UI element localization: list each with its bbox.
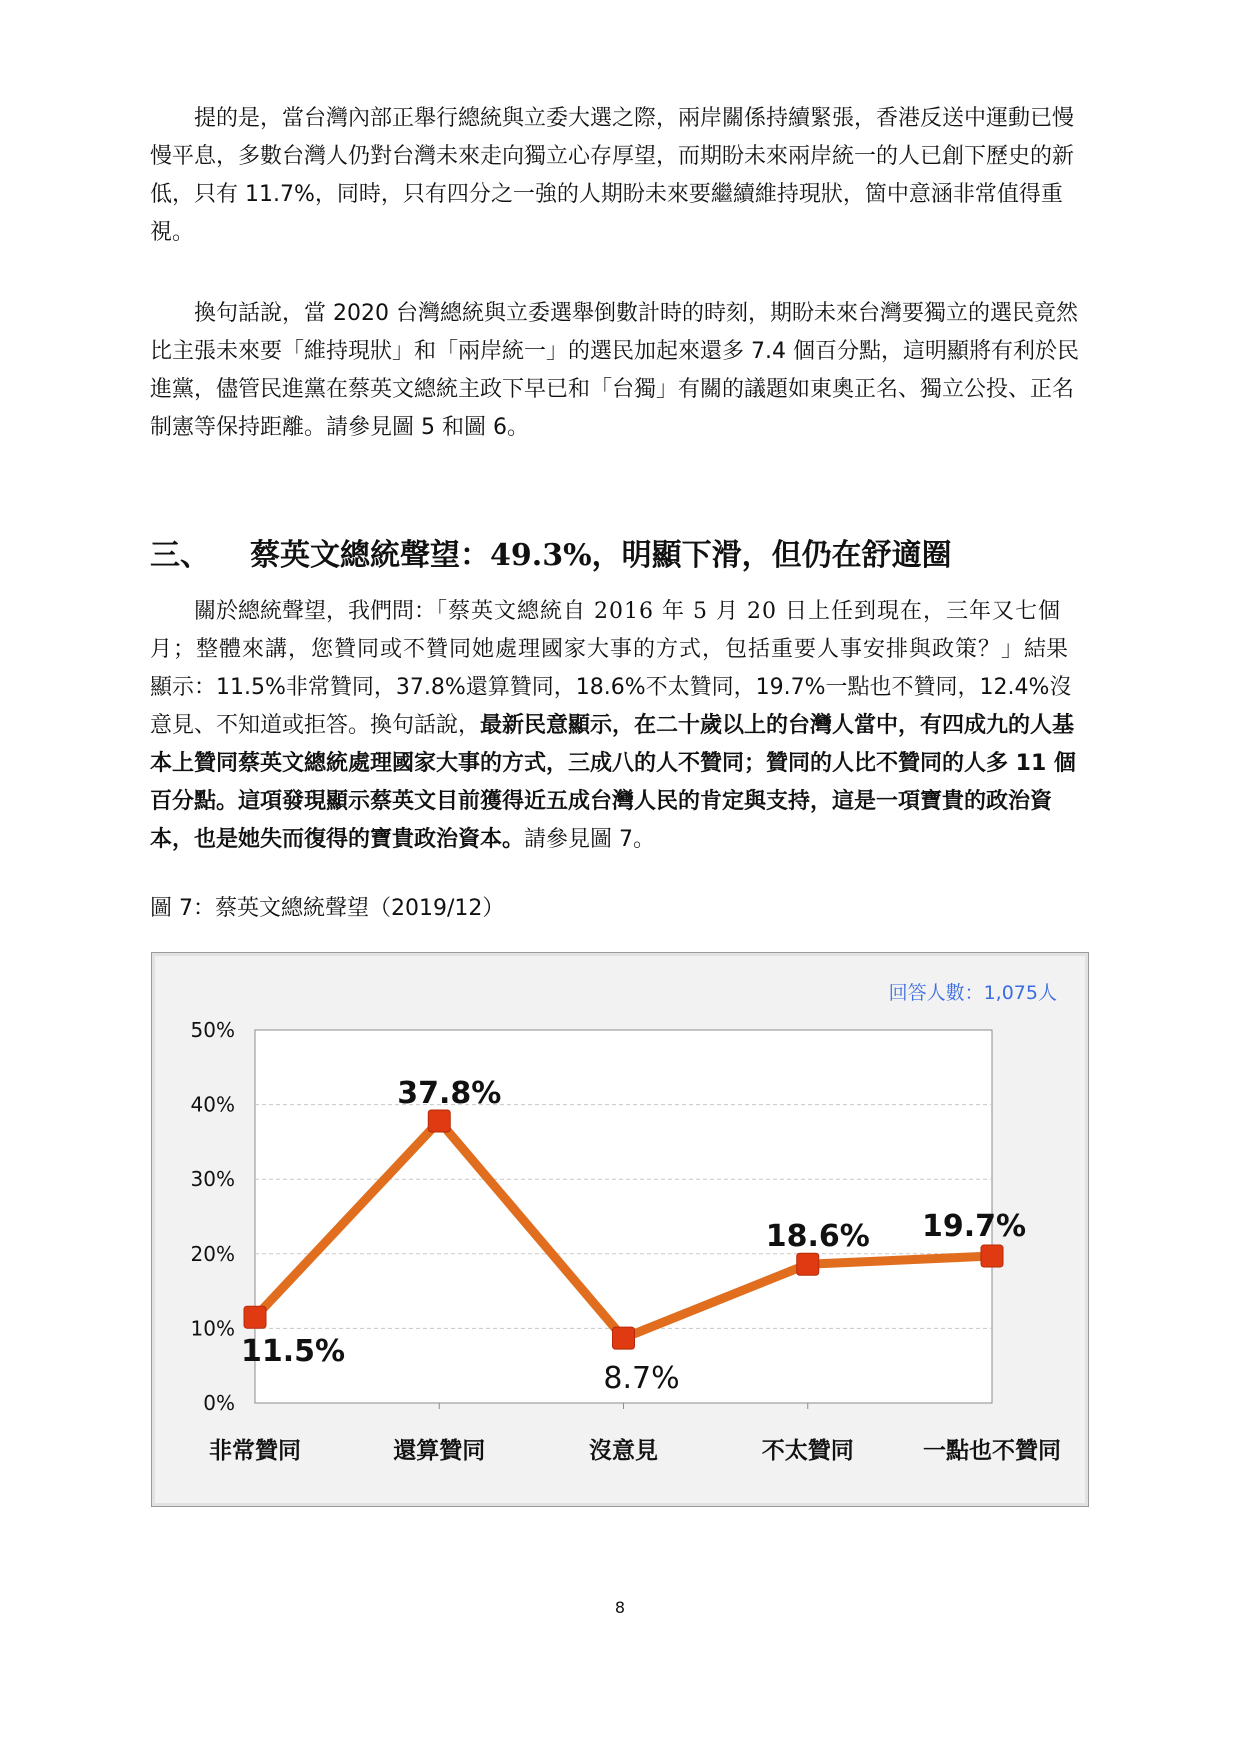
data-point-marker [613,1327,635,1349]
body-paragraph-2-text: 換句話說，當 2020 台灣總統與立委選舉倒數計時的時刻，期盼未來台灣要獨立的選民竟然比主張未來要「維持現狀」和「兩岸統一」的選民加起來還多 7.4 個百分點，這明顯將有利於民進黨，儘管民進黨在蔡英文總統主政下早已和「台獨」有關的議題如東奧正名、獨立公投、正名制憲等保持距離。請參見圖 5 和圖 6。 [150,301,1079,440]
body-paragraph-3 [150,593,1090,859]
x-category-label: 一點也不贊同 [923,1438,1061,1464]
body-paragraph-1 [150,100,1090,252]
survey-question: 「蔡英文總統自 2016 年 5 月 20 日上任到現在，三年又七個月；整體來講，您贊同或不贊同她處理國家大事的方式，包括重要人事安排與政策？」 [150,599,1061,662]
data-label: 8.7% [603,1361,680,1397]
body-paragraph-2 [150,295,1090,447]
y-tick-label: 30% [190,1167,235,1192]
respondent-count-annotation: 回答人數：1,075人 [888,982,1057,1004]
p3-intro: 關於總統聲望，我們問： [194,599,437,624]
y-tick-label: 10% [190,1316,235,1341]
y-tick-label: 50% [190,1018,235,1042]
y-tick-label: 20% [190,1241,235,1266]
y-tick-label: 40% [190,1092,235,1117]
section-number: 三、 [150,538,210,573]
y-tick-label: 0% [203,1391,235,1415]
p3-emphasis: 最新民意顯示，在二十歲以上的台灣人當中，有四成九的人基本上贊同蔡英文總統處理國家大事的方式，三成八的人不贊同；贊同的人比不贊同的人多 11 個百分點。這項發現顯示蔡英文目前獲得近五成台灣人民的肯定與支持，這是一項寶貴的政治資本，也是她失而復得的寶貴政治資本。 [150,713,1076,852]
page-number: 8 [614,1598,626,1617]
data-label: 37.8% [397,1076,502,1112]
p3-tail: 請參見圖 7。 [524,827,656,852]
chart-frame [151,952,1089,1507]
section-heading [150,536,1110,576]
data-point-marker [428,1110,450,1132]
approval-line-chart [152,953,1090,1508]
data-label: 19.7% [921,1209,1027,1245]
x-category-label: 還算贊同 [393,1438,486,1464]
p3-results: 結果顯示：11.5%非常贊同，37.8%還算贊同，18.6%不太贊同，19.7%一點也不贊同，12.4%沒意見、不知道或拒答。換句話說， [150,637,1072,738]
data-label: 18.6% [765,1219,870,1255]
data-point-marker [981,1245,1003,1267]
body-paragraph-1-text: 提的是，當台灣內部正舉行總統與立委大選之際，兩岸關係持續緊張，香港反送中運動已慢慢平息，多數台灣人仍對台灣未來走向獨立心存厚望，而期盼未來兩岸統一的人已創下歷史的新低，只有 11.7%，同時，只有四分之一強的人期盼未來要繼續維持現狀，箇中意涵非常值得重視。 [150,106,1075,245]
data-point-marker [797,1253,819,1275]
section-title: 蔡英文總統聲望：49.3%，明顯下滑，但仍在舒適圈 [250,538,952,573]
data-label: 11.5% [240,1334,346,1370]
data-point-marker [244,1306,266,1328]
x-category-label: 不太贊同 [761,1438,854,1464]
x-category-label: 沒意見 [589,1438,658,1464]
figure-caption: 圖 7：蔡英文總統聲望（2019/12） [150,896,505,921]
x-category-label: 非常贊同 [209,1438,301,1464]
